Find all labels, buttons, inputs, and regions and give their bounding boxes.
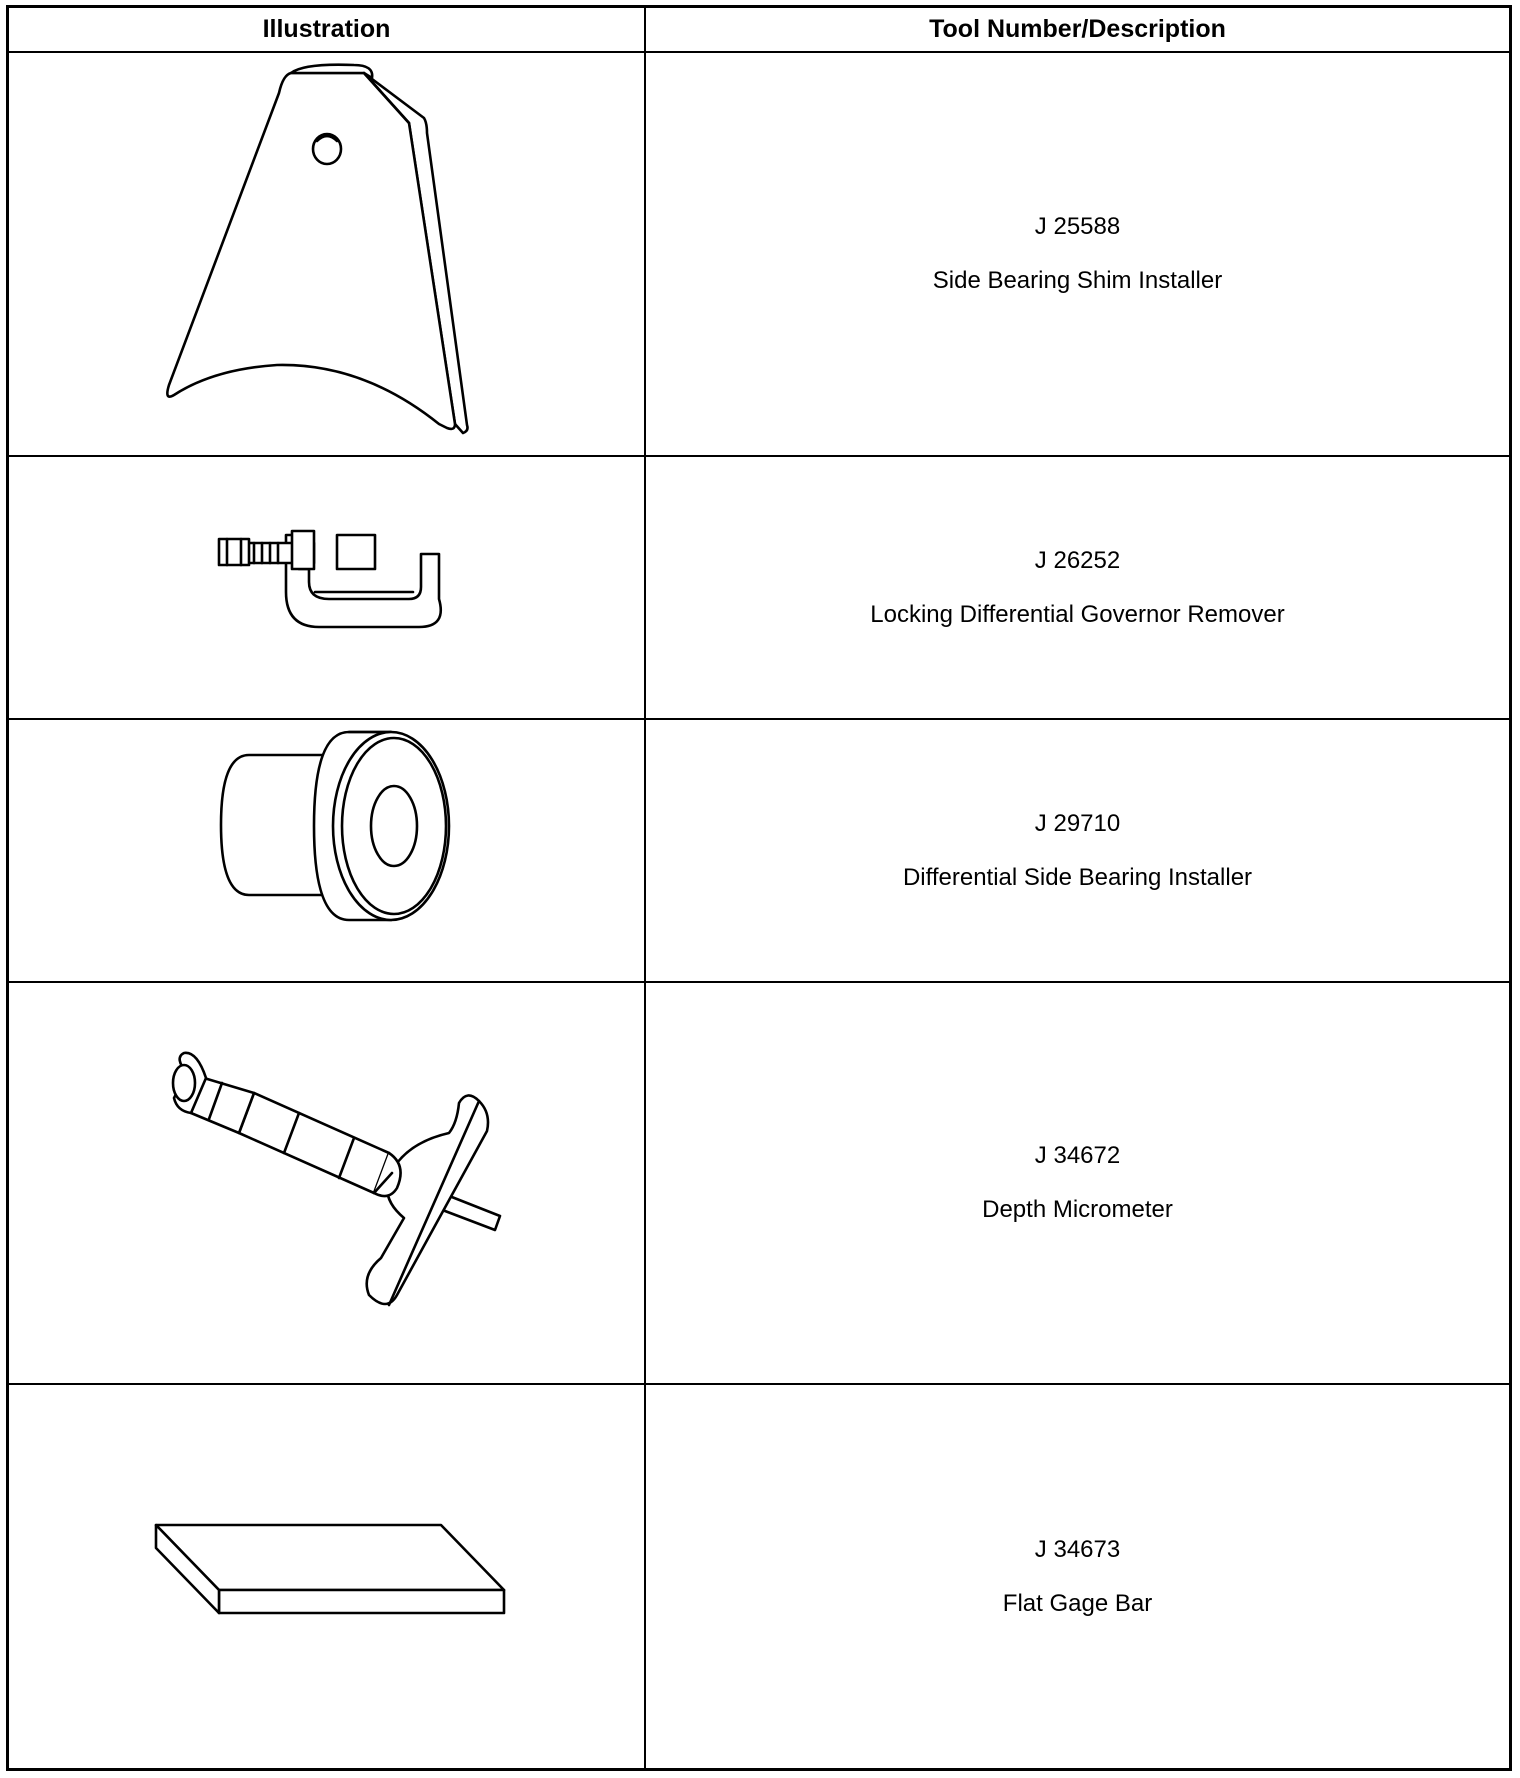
tool-number: J 26252 <box>1034 546 1121 574</box>
description-cell <box>646 457 1509 718</box>
tool-number: J 34673 <box>1034 1535 1121 1563</box>
governor-remover-illustration <box>9 457 644 718</box>
table-row <box>9 1383 1509 1768</box>
illustration-cell <box>9 53 644 455</box>
shim-installer-illustration <box>9 53 644 455</box>
description-cell <box>646 1385 1509 1768</box>
tool-description: Depth Micrometer <box>982 1196 1173 1223</box>
tool-description: Differential Side Bearing Installer <box>902 863 1253 891</box>
description-cell <box>646 983 1509 1383</box>
bearing-installer-illustration <box>9 720 644 981</box>
flat-gage-bar-illustration <box>9 1385 644 1768</box>
table-row <box>9 455 1509 718</box>
table-row <box>9 981 1509 1383</box>
illustration-cell <box>9 720 644 981</box>
tool-table <box>6 5 1512 1771</box>
tool-description: Locking Differential Governor Remover <box>870 600 1285 628</box>
header-illustration: Illustration <box>262 15 391 43</box>
description-cell <box>646 53 1509 455</box>
depth-micrometer-illustration <box>9 983 644 1383</box>
tool-description: Side Bearing Shim Installer <box>932 267 1223 294</box>
description-cell <box>646 720 1509 981</box>
tool-description: Flat Gage Bar <box>1002 1589 1153 1617</box>
tool-number: J 29710 <box>1034 809 1121 837</box>
header-tool-description: Tool Number/Description <box>929 15 1226 43</box>
tool-number: J 25588 <box>1034 213 1121 240</box>
illustration-cell <box>9 983 644 1383</box>
table-row <box>9 51 1509 455</box>
illustration-cell <box>9 1385 644 1768</box>
illustration-cell <box>9 457 644 718</box>
table-row <box>9 718 1509 981</box>
header-row <box>9 8 1509 51</box>
tool-number: J 34672 <box>1034 1142 1121 1169</box>
